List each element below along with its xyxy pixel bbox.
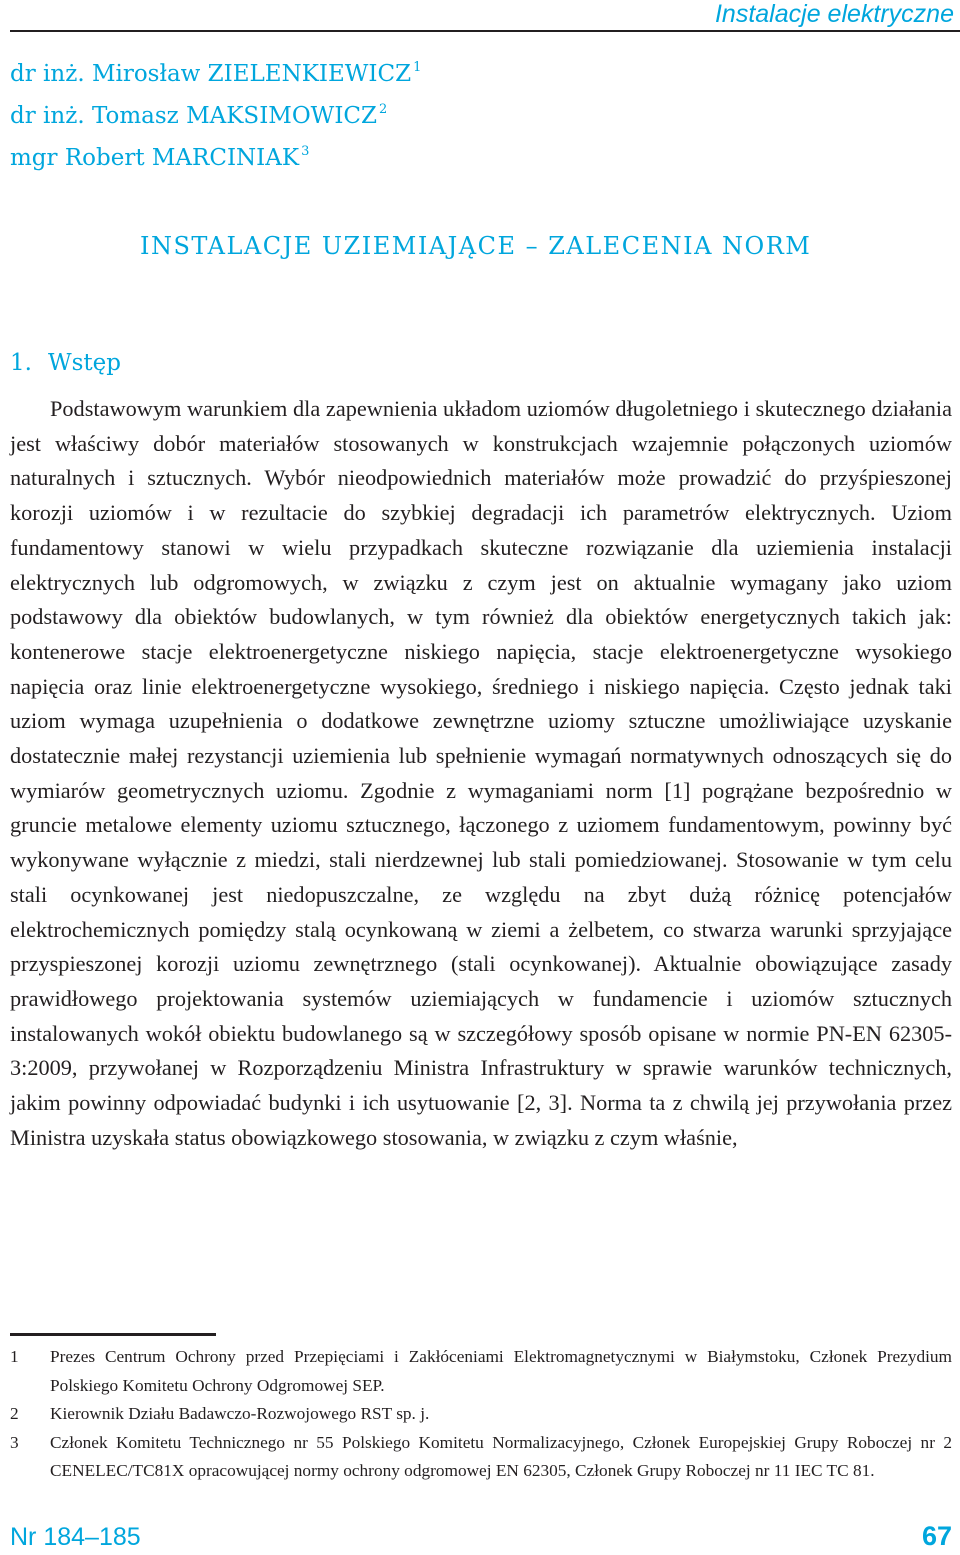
issue-number: Nr 184–185 — [10, 1523, 141, 1551]
footnote-number: 3 — [10, 1432, 19, 1452]
header-rule — [10, 30, 960, 32]
article-title: INSTALACJE UZIEMIAJĄCE – ZALECENIA NORM — [140, 232, 812, 260]
author-3 — [10, 134, 421, 176]
footnote — [10, 1343, 952, 1400]
section-label: Instalacje elektryczne — [714, 0, 954, 28]
footnote-number: 2 — [10, 1404, 19, 1423]
footnotes — [10, 1343, 952, 1486]
author-list — [10, 50, 421, 176]
footnote-rule — [10, 1333, 216, 1336]
author-ref: 1 — [413, 60, 422, 75]
author-2 — [10, 92, 421, 134]
author-name: dr inż. Tomasz MAKSIMOWICZ — [10, 103, 377, 129]
footnote-number: 1 — [10, 1347, 19, 1366]
footnote-text: Kierownik Działu Badawczo-Rozwojowego RST sp. j. — [50, 1404, 430, 1423]
footnote — [10, 1429, 952, 1486]
section-title: Wstęp — [47, 350, 121, 376]
author-name: dr inż. Mirosław ZIELENKIEWICZ — [10, 61, 412, 87]
footnote-text: Członek Komitetu Technicznego nr 55 Polskiego Komitetu Normalizacyjnego, Członek Europejskiej Grupy Roboczej nr 2 CENELEC/TC81X opracowującej normy ochrony odgromowej EN 62305, Członek Grupy Roboczej nr 11 IEC TC 81. — [50, 1432, 952, 1480]
body-text — [10, 392, 952, 1155]
section-number: 1. — [10, 350, 32, 376]
footnote-text: Prezes Centrum Ochrony przed Przepięciami i Zakłóceniami Elektromagnetycznymi w Białymstoku, Członek Prezydium Polskiego Komitetu Ochrony Odgromowej SEP. — [50, 1347, 952, 1395]
author-ref: 3 — [301, 144, 310, 159]
body-paragraph: Podstawowym warunkiem dla zapewnienia układom uziomów długoletniego i skutecznego działania jest właściwy dobór materiałów stosowanych w konstrukcjach wzajemnie połączonych uziomów naturalnych i sztucznych. Wybór nieodpowiednich materiałów może prowadzić do przyśpieszonej korozji uziomów i w rezultacie do szybkiej degradacji ich parametrów elektrycznych. Uziom fundamentowy stanowi w wielu przypadkach skuteczne rozwiązanie dla uziemienia instalacji elektrycznych lub odgromowych, w związku z czym jest on aktualnie wymagany jako uziom podstawowy dla obiektów budowlanych, w tym również dla obiektów energetycznych takich jak: kontenerowe stacje elektroenergetyczne niskiego napięcia, stacje elektroenergetyczne wysokiego napięcia oraz linie elektroenergetyczne wysokiego, średniego i niskiego napięcia. Często jednak taki uziom wymaga uzupełnienia o dodatkowe zewnętrzne uziomy sztuczne umożliwiające uzyskanie dostatecznie małej rezystancji uziemienia lub spełnienie wymagań normatywnych odnoszących się do wymiarów geometrycznych uziomu. Zgodnie z wymaganiami norm [1] pogrążane bezpośrednio w gruncie metalowe elementy uziomu sztucznego, łączonego z uziomem fundamentowym, powinny być wykonywane wyłącznie z miedzi, stali nierdzewnej lub stali pomiedziowanej. Stosowanie w tym celu stali ocynkowanej jest niedopuszczalne, ze względu na zbyt dużą różnicę potencjałów elektrochemicznych pomiędzy stalą ocynkowaną w ziemi a żelbetem, co stwarza warunki sprzyjające przyspieszonej korozji uziomu zewnętrznego (stali ocynkowanej). Aktualnie obowiązujące zasady prawidłowego projektowania systemów uziemiających w fundamencie i uziomów sztucznych instalowanych wokół obiektu budowlanego są w szczegółowy sposób opisane w normie PN-EN 62305-3:2009, przywołanej w Rozporządzeniu Ministra Infrastruktury w sprawie warunków technicznych, jakim powinny odpowiadać budynki i ich usytuowanie [2, 3]. Norma ta z chwilą jej przywołania przez Ministra uzyskała status obowiązkowego stosowania, w związku z czym właśnie, — [10, 396, 952, 1150]
page-number: 67 — [921, 1521, 952, 1551]
author-1 — [10, 50, 421, 92]
author-name: mgr Robert MARCINIAK — [10, 145, 300, 171]
footnote — [10, 1400, 952, 1429]
author-ref: 2 — [379, 102, 388, 117]
section-heading — [10, 350, 121, 376]
